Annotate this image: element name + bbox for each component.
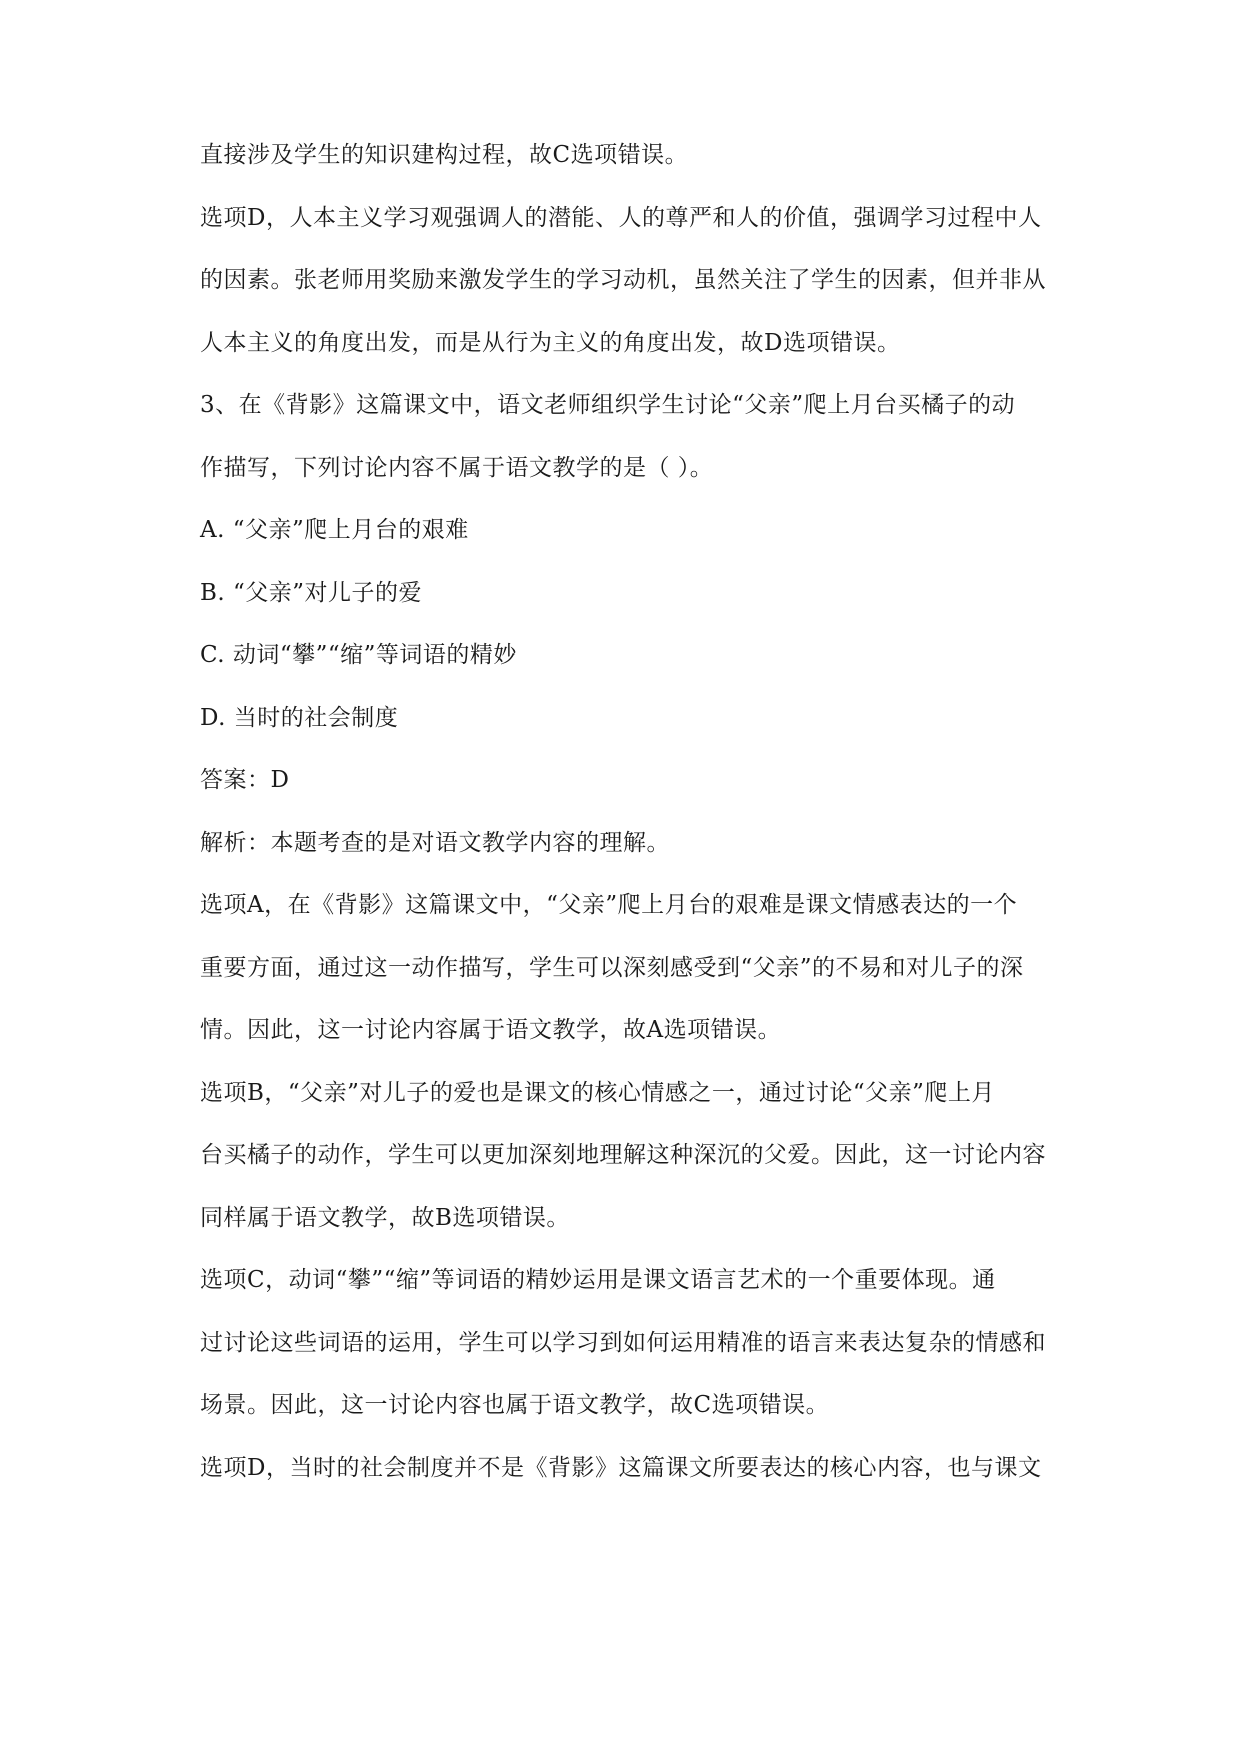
option-a: A. “父亲”爬上月台的艰难 [200,517,469,543]
question-stem-line: 作描写，下列讨论内容不属于语文教学的是（ ）。 [200,455,714,481]
text-line: 同样属于语文教学，故B选项错误。 [200,1205,570,1231]
text-line: 选项D，人本主义学习观强调人的潜能、人的尊严和人的价值，强调学习过程中人 [200,205,1042,231]
text-line: 过讨论这些词语的运用，学生可以学习到如何运用精准的语言来表达复杂的情感和 [200,1330,1046,1356]
text-line: 重要方面，通过这一动作描写，学生可以深刻感受到“父亲”的不易和对儿子的深 [200,955,1024,981]
text-line: 人本主义的角度出发，而是从行为主义的角度出发，故D选项错误。 [200,330,901,356]
option-b: B. “父亲”对儿子的爱 [200,580,423,606]
text-line: 选项D，当时的社会制度并不是《背影》这篇课文所要表达的核心内容，也与课文 [200,1455,1042,1481]
text-line: 直接涉及学生的知识建构过程，故C选项错误。 [200,142,689,168]
text-line: 台买橘子的动作，学生可以更加深刻地理解这种深沉的父爱。因此，这一讨论内容 [200,1142,1046,1168]
text-line: 情。因此，这一讨论内容属于语文教学，故A选项错误。 [200,1017,782,1043]
analysis-intro: 解析：本题考查的是对语文教学内容的理解。 [200,830,670,856]
option-c: C. 动词“攀”“缩”等词语的精妙 [200,642,517,668]
text-line: 选项C，动词“攀”“缩”等词语的精妙运用是课文语言艺术的一个重要体现。通 [200,1267,996,1293]
answer-line: 答案：D [200,767,290,793]
option-d: D. 当时的社会制度 [200,705,399,731]
text-line: 选项B，“父亲”对儿子的爱也是课文的核心情感之一，通过讨论“父亲”爬上月 [200,1080,995,1106]
question-stem-line: 3、在《背影》这篇课文中，语文老师组织学生讨论“父亲”爬上月台买橘子的动 [200,392,1016,418]
text-line: 场景。因此，这一讨论内容也属于语文教学，故C选项错误。 [200,1392,830,1418]
text-line: 选项A，在《背影》这篇课文中，“父亲”爬上月台的艰难是课文情感表达的一个 [200,892,1018,918]
text-line: 的因素。张老师用奖励来激发学生的学习动机，虽然关注了学生的因素，但并非从 [200,267,1046,293]
